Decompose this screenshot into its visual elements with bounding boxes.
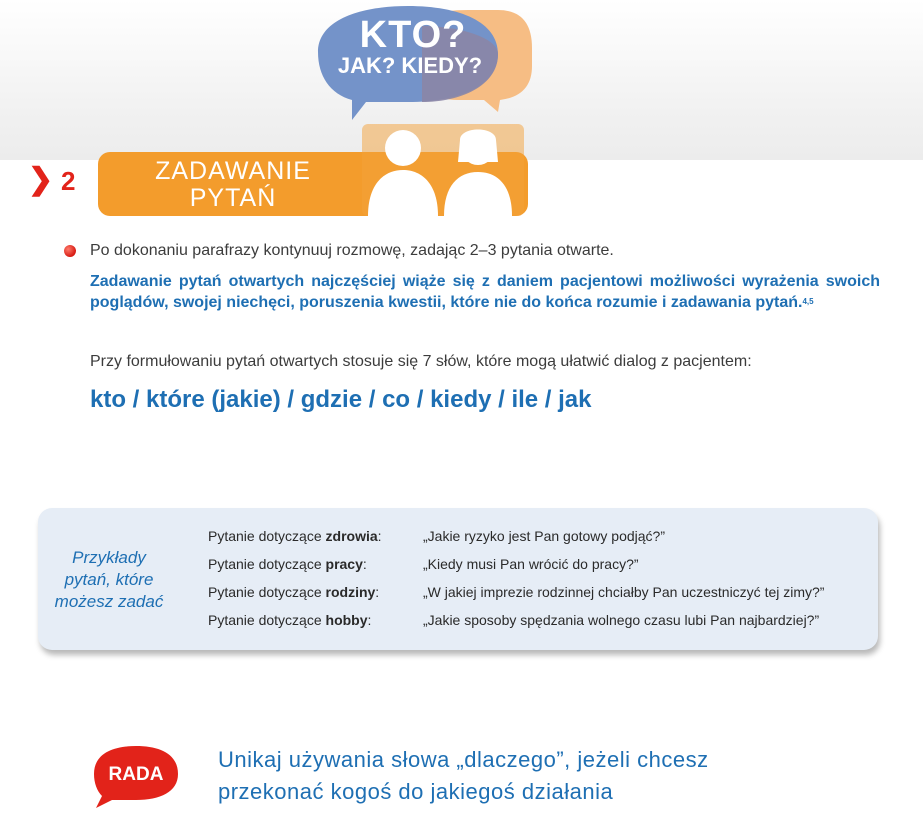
advice-badge [86,742,186,808]
example-topic: zdrowia [325,528,378,544]
example-topic-row: Pytanie dotyczące rodziny: [208,584,380,600]
section-title [128,158,338,212]
advice-badge-label: RADA [108,764,164,785]
example-question: „W jakiej imprezie rodzinnej chciałby Pan uczestniczyć tej zimy?” [423,584,825,600]
highlight-refs: 4,5 [802,297,814,306]
highlight-body: Zadawanie pytań otwartych najczęściej wiąże się z daniem pacjentowi możliwości wyrażenia swoich poglądów, swojej niechęci, poruszenia kwestii, które nie do końca rozumie i zadawania pytań. [90,273,880,311]
section-number: 2 [61,166,76,196]
example-topic-row: Pytanie dotyczące pracy: [208,556,367,572]
example-prefix: Pytanie dotyczące [208,612,326,628]
red-bullet-icon [64,245,76,257]
example-question: „Jakie ryzyko jest Pan gotowy podjąć?” [423,528,665,544]
example-prefix: Pytanie dotyczące [208,556,326,572]
examples-label-line3: możesz zadać [54,592,164,611]
example-prefix: Pytanie dotyczące [208,584,326,600]
seven-words-intro: Przy formułowaniu pytań otwartych stosuje się 7 słów, które mogą ułatwić dialog z pacjentem: [90,353,752,370]
intro-text: Po dokonaniu parafrazy kontynuuj rozmowę, zadając 2–3 pytania otwarte. [90,242,614,259]
examples-label [46,547,172,613]
example-question: „Kiedy musi Pan wrócić do pracy?” [423,556,639,572]
section-title-line2: PYTAŃ [189,184,277,212]
section-arrow-icon: ❯ [28,163,54,196]
example-prefix: Pytanie dotyczące [208,528,326,544]
advice-text [218,744,858,808]
example-topic-row: Pytanie dotyczące zdrowia: [208,528,382,544]
people-silhouette-icon [358,118,528,218]
examples-label-line2: pytań, które [64,570,154,589]
example-topic-row: Pytanie dotyczące hobby: [208,612,372,628]
highlight-text [90,271,880,313]
section-title-line1: ZADAWANIE [155,157,311,185]
advice-line2: przekonać kogoś do jakiegoś działania [218,779,614,804]
bubble-title: KTO? [359,14,467,56]
example-topic: rodziny [325,584,376,600]
bubble-subtitle: JAK? KIEDY? [337,53,483,78]
example-question: „Jakie sposoby spędzania wolnego czasu lubi Pan najbardziej?” [423,612,820,628]
example-topic: hobby [325,612,368,628]
example-topic: pracy [325,556,363,572]
examples-label-line1: Przykłady [72,548,146,567]
advice-line1: Unikaj używania słowa „dlaczego”, jeżeli chcesz [218,747,709,772]
seven-words-list: kto / które (jakie) / gdzie / co / kiedy / ile / jak [90,386,592,413]
